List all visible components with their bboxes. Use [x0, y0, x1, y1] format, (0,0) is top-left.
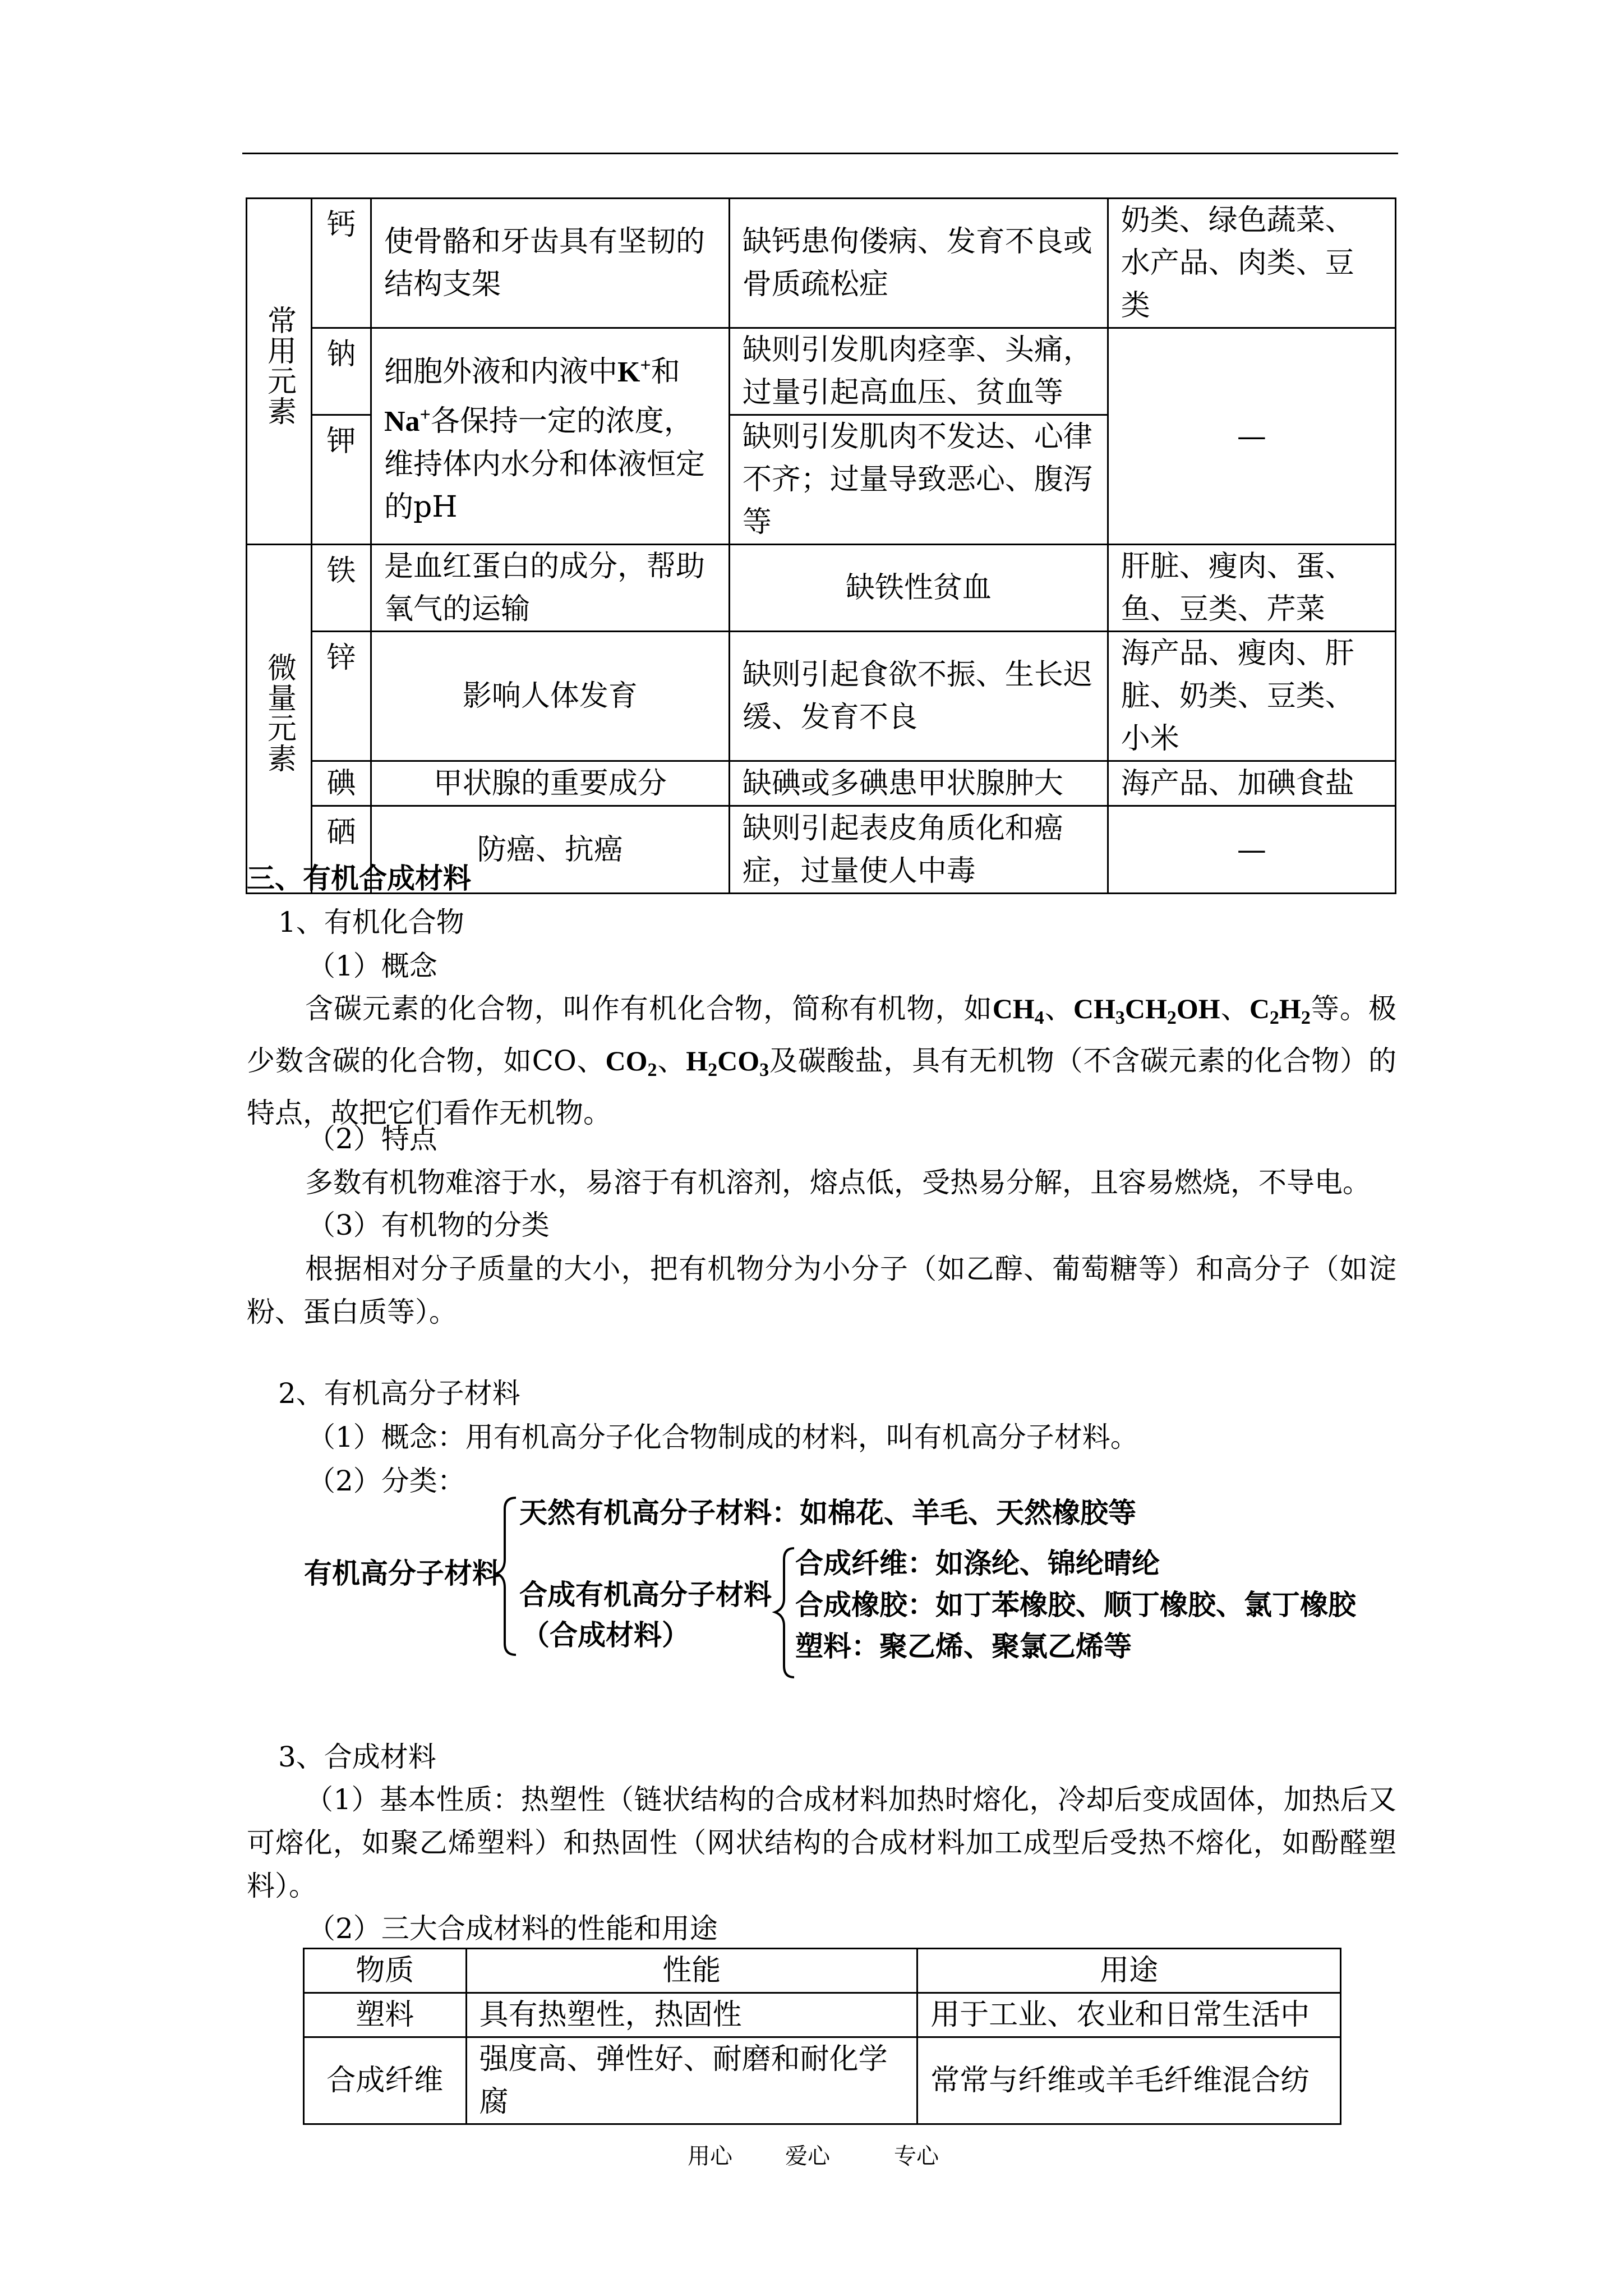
group-trace: 微量元素: [247, 545, 312, 894]
subsection-heading: （1）概念：用有机高分子化合物制成的材料，叫有机高分子材料。: [307, 1421, 1138, 1453]
deficiency-cell: 缺则引发肌肉痉挛、头痛，过量引起高血压、贫血等: [729, 328, 1108, 415]
function-cell: 细胞外液和内液中K+和 Na+各保持一定的浓度，维持体内水分和体液恒定的pH: [371, 328, 729, 545]
header-cell: 性能: [466, 1949, 917, 1993]
table-cell: 合成纤维: [304, 2037, 467, 2124]
element-cell: 钾: [311, 415, 371, 545]
element-cell: 锌: [311, 632, 371, 761]
tree-fiber: 合成纤维：如涤纶、锦纶晴纶: [795, 1547, 1160, 1580]
deficiency-cell: 缺则引发肌肉不发达、心律不齐；过量导致恶心、腹泻等: [729, 415, 1108, 545]
paragraph-features: 多数有机物难溶于水，易溶于有机溶剂，熔点低，受热易分解，且容易燃烧，不导电。: [305, 1166, 1371, 1199]
tree-synthetic-note: （合成材料）: [522, 1618, 690, 1651]
element-cell: 钙: [311, 199, 371, 328]
deficiency-cell: 缺铁性贫血: [729, 545, 1108, 632]
function-cell: 影响人体发育: [371, 632, 729, 761]
source-cell: 海产品、瘦肉、肝脏、奶类、豆类、小米: [1108, 632, 1395, 761]
table-cell: 强度高、弹性好、耐磨和耐化学腐: [466, 2037, 917, 2124]
deficiency-cell: 缺碘或多碘患甲状腺肿大: [729, 761, 1108, 806]
footer-text-b: 爱心: [785, 2143, 830, 2169]
elements-table: [246, 197, 1396, 894]
deficiency-cell: 缺则引起表皮角质化和癌症，过量使人中毒: [729, 806, 1108, 894]
tree-root: 有机高分子材料: [304, 1557, 500, 1590]
paragraph-properties: （1）基本性质：热塑性（链状结构的合成材料加热时熔化，冷却后变成固体，加热后又可熔化，如聚乙烯塑料）和热固性（网状结构的合成材料加工成型后受热不熔化，如酚醛塑料）。: [247, 1783, 1396, 1902]
tree-natural: 天然有机高分子材料：如棉花、羊毛、天然橡胶等: [519, 1496, 1136, 1529]
footer-text-c: 专心: [894, 2143, 939, 2169]
header-cell: 用途: [917, 1949, 1341, 1993]
footer-text-a: 用心: [688, 2143, 732, 2169]
element-cell: 铁: [311, 545, 371, 632]
element-cell: 钠: [311, 328, 371, 415]
deficiency-cell: 缺钙患佝偻病、发育不良或骨质疏松症: [729, 199, 1108, 328]
subsection-heading: （2）分类：: [307, 1465, 465, 1497]
subsection-heading: 1、有机化合物: [278, 906, 464, 938]
element-cell: 硒: [311, 806, 371, 894]
function-cell: 使骨骼和牙齿具有坚韧的结构支架: [371, 199, 729, 328]
function-cell: 防癌、抗癌: [371, 806, 729, 894]
subsection-heading: 3、合成材料: [278, 1741, 436, 1773]
group-common: 常用元素: [247, 199, 312, 545]
deficiency-cell: 缺则引起食欲不振、生长迟缓、发育不良: [729, 632, 1108, 761]
table-cell: 塑料: [304, 1993, 467, 2037]
source-cell: 海产品、加碘食盐: [1108, 761, 1395, 806]
function-cell: 是血红蛋白的成分，帮助氧气的运输: [371, 545, 729, 632]
header-rule: [242, 153, 1398, 154]
source-cell: —: [1108, 328, 1395, 545]
materials-table: [303, 1948, 1341, 2125]
paragraph-concept: 含碳元素的化合物，叫作有机化合物，简称有机物，如$CH_4$、$CH_3CH_2OH$、$C_2H_2$等。极少数含碳的化合物，如CO、$CO_2$、$H_2CO_3$及碳酸盐，具有无机物（不含碳元素的化合物）的特点，故把它们看作无机物。: [247, 992, 1397, 1129]
source-cell: —: [1108, 806, 1395, 894]
subsection-heading: （2）三大合成材料的性能和用途: [307, 1912, 718, 1945]
tree-synthetic: 合成有机高分子材料: [519, 1578, 772, 1611]
header-cell: 物质: [304, 1949, 467, 1993]
source-cell: 肝脏、瘦肉、蛋、鱼、豆类、芹菜: [1108, 545, 1395, 632]
source-cell: 奶类、绿色蔬菜、水产品、肉类、豆类: [1108, 199, 1395, 328]
subsection-heading: （1）概念: [307, 950, 437, 982]
table-cell: 常常与纤维或羊毛纤维混合纺: [917, 2037, 1341, 2124]
tree-rubber: 合成橡胶：如丁苯橡胶、顺丁橡胶、氯丁橡胶: [795, 1588, 1356, 1621]
paragraph-classification: 根据相对分子质量的大小，把有机物分为小分子（如乙醇、葡萄糖等）和高分子（如淀粉、蛋白质等）。: [247, 1253, 1396, 1328]
table-cell: 用于工业、农业和日常生活中: [917, 1993, 1341, 2037]
function-cell: 甲状腺的重要成分: [371, 761, 729, 806]
subsection-heading: （2）特点: [307, 1122, 437, 1155]
subsection-heading: （3）有机物的分类: [307, 1209, 550, 1241]
subsection-heading: 2、有机高分子材料: [278, 1377, 520, 1410]
section-title: 三、有机合成材料: [247, 862, 471, 895]
element-cell: 碘: [311, 761, 371, 806]
tree-plastic: 塑料：聚乙烯、聚氯乙烯等: [795, 1630, 1132, 1663]
table-cell: 具有热塑性，热固性: [466, 1993, 917, 2037]
